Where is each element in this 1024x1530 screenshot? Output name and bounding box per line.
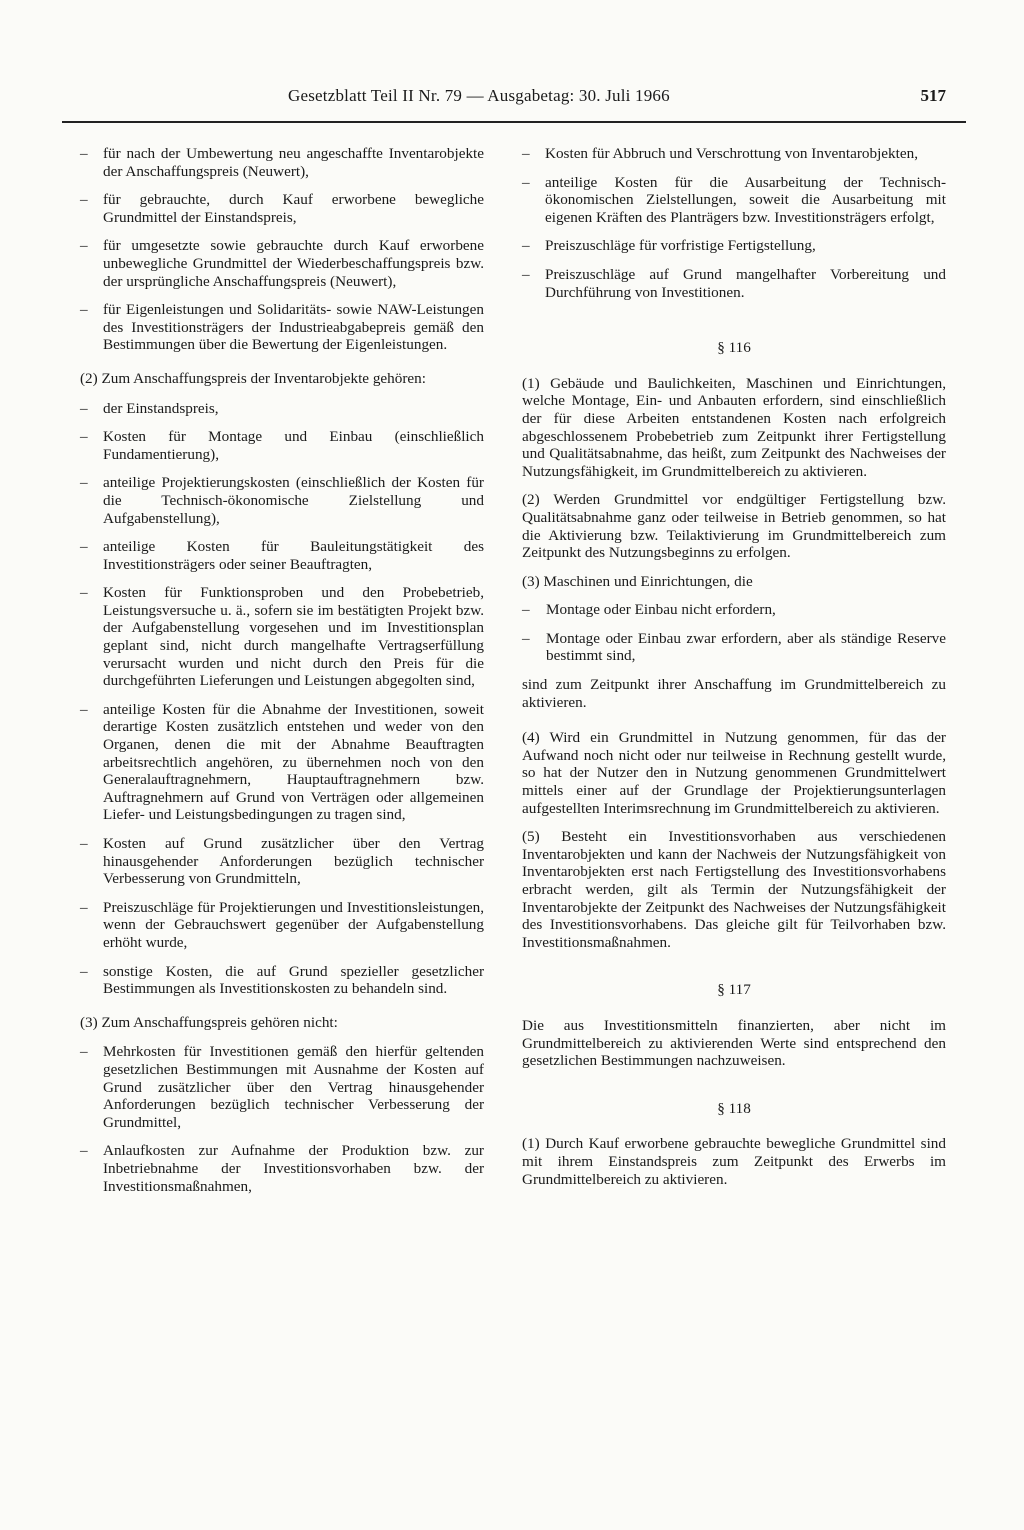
s118-paragraph-1: (1) Durch Kauf erworbene gebrauchte bewegliche Grundmittel sind mit ihrem Einstandspreis zum Zeitpunkt des Erwerbs im Grundmittelbereich zu aktivieren. (522, 1135, 946, 1188)
paragraph-2: (2) Zum Anschaffungspreis der Inventarobjekte gehören: (80, 369, 426, 387)
list-item: – Anlaufkosten zur Aufnahme der Produktion bzw. zur Inbetriebnahme der Investitionsvorhaben bzw. der Investitionsmaßnahmen, (80, 1142, 484, 1195)
list-item: – für umgesetzte sowie gebrauchte durch Kauf erworbene unbewegliche Grundmittel der Wiederbeschaffungspreis bzw. der ursprüngliche Anschaffungspreis (Neuwert), (80, 237, 484, 290)
list-item: – für Eigenleistungen und Solidaritäts- sowie NAW-Leistungen des Investitionsträgers der Industrieabgabepreis gemäß den Bestimmungen über die Bewertung der Eigenleistungen. (80, 301, 484, 354)
paragraph-3: (3) Zum Anschaffungspreis gehören nicht: (80, 1013, 338, 1031)
list-item: – Kosten auf Grund zusätzlicher über den Vertrag hinausgehender Anforderungen bezüglich technischer Verbesserung von Grundmitteln, (80, 835, 484, 888)
list-item: – Preiszuschläge für Projektierungen und Investitionsleistungen, wenn der Gebrauchswert gegenüber der Aufgabenstellung erhöht wurde, (80, 898, 484, 951)
s116-paragraph-1: (1) Gebäude und Baulichkeiten, Maschinen und Einrichtungen, welche Montage, Ein- und Anbauten erfordern, sind einschließlich der für diese Arbeiten entstandenen Kosten nach erfolgreich abgeschlossenem Probebetrieb zum Zeitpunkt ihrer Fertigstellung und Qualitätsabnahme, das heißt, zum Zeitpunkt des Nachweises der Nutzungsfähigkeit, im Grundmittelbereich zu aktivieren. (522, 374, 946, 480)
gazette-title: Gesetzblatt Teil II Nr. 79 — Ausgabetag: 30. Juli 1966 (288, 86, 670, 105)
section-heading-117: § 117 (717, 981, 751, 999)
s116-paragraph-2: (2) Werden Grundmittel vor endgültiger Fertigstellung bzw. Qualitätsabnahme ganz oder teilweise in Betrieb genommen, so hat die Aktivierung bzw. Teilaktivierung im Grundmittelbereich zum Zeitpunkt des Nutzungsbeginns zu erfolgen. (522, 491, 946, 562)
list-item: – Preiszuschläge für vorfristige Fertigstellung, (522, 237, 816, 255)
list-item: – anteilige Kosten für Bauleitungstätigkeit des Investitionsträgers oder seiner Beauftragten, (80, 538, 484, 573)
s117-paragraph-1: Die aus Investitionsmitteln finanzierten, aber nicht im Grundmittelbereich zu aktivierenden Werte sind entsprechend den gesetzlichen Bestimmungen nachzuweisen. (522, 1016, 946, 1070)
s116-paragraph-3: (3) Maschinen und Einrichtungen, die (522, 572, 753, 590)
list-item: – für gebrauchte, durch Kauf erworbene bewegliche Grundmittel der Einstandspreis, (80, 191, 484, 226)
list-item: – Mehrkosten für Investitionen gemäß den hierfür geltenden gesetzlichen Bestimmungen mit Ausnahme der Kosten auf Grund zusätzlicher über den Vertrag hinausgehender Anforderungen bezüglich technischer Verbesserung der Grundmittel, (80, 1043, 484, 1131)
section-heading-116: § 116 (717, 339, 751, 357)
s116-paragraph-4: (4) Wird ein Grundmittel in Nutzung genommen, für das der Aufwand noch nicht oder nur teilweise in Rechnung gestellt wurde, so hat der Nutzer den in Nutzung genommenen Grundmittelwert mittels einer auf der Grundlage der Projektierungsunterlagen aufgestellten Interimsrechnung im Grundmittelbereich zu aktivieren. (522, 729, 946, 817)
list-item: – anteilige Projektierungskosten (einschließlich der Kosten für die Technisch-ökonomische Zielstellung und Aufgabenstellung), (80, 474, 484, 527)
page-number: 517 (920, 86, 946, 105)
list-item: – Montage oder Einbau nicht erfordern, (522, 601, 776, 619)
s116-paragraph-5: (5) Besteht ein Investitionsvorhaben aus verschiedenen Inventarobjekten und kann der Nachweis der Nutzungsfähigkeit von Inventarobjekten erst nach Fertigstellung des Investitionsvorhabens erbracht werden, gilt als Termin der Nutzungsfähigkeit der Inventarobjekte der Zeitpunkt des Nachweises der Nutzungsfähigkeit des Investitionsvorhabens. Das gleiche gilt für Teilvorhaben bzw. Investitionsmaßnahmen. (522, 828, 946, 951)
list-item: – anteilige Kosten für die Ausarbeitung der Technisch-ökonomischen Zielstellungen, soweit die Ausarbeitung mit eigenen Kräften des Planträgers bzw. Investitionsträgers erfolgt, (522, 173, 946, 226)
left-column (80, 145, 484, 1206)
right-column (522, 145, 946, 1199)
list-item: – Kosten für Funktionsproben und den Probebetrieb, Leistungsversuche u. ä., sofern sie im bestätigten Projekt bzw. der Aufgabenstellung vorgesehen und im Investitionsplan geplant sind, nicht durch mangelhafte Vertragserfüllung verursacht wurden und nicht durch den Preis für die durchgeführten Lieferungen und Leistungen abgegolten sind, (80, 584, 484, 690)
list-item: – sonstige Kosten, die auf Grund spezieller gesetzlicher Bestimmungen als Investitionskosten zu behandeln sind. (80, 962, 484, 998)
s116-paragraph-3-tail: sind zum Zeitpunkt ihrer Anschaffung im Grundmittelbereich zu aktivieren. (522, 676, 946, 711)
list-item: – anteilige Kosten für die Abnahme der Investitionen, soweit derartige Kosten zusätzlich entstehen und weder von den Organen, denen die mit der Abnahme Beauftragten arbeitsrechtlich angehören, zu übernehmen noch von den Generalauftragnehmern, Hauptauftragnehmern bzw. Auftragnehmern auf Grund von Verträgen oder allgemeinen Liefer- und Leistungsbedingungen zu tragen sind, (80, 700, 484, 824)
list-item: – Kosten für Montage und Einbau (einschließlich Fundamentierung), (80, 428, 484, 463)
header-rule (62, 121, 966, 123)
list-item: – der Einstandspreis, (80, 399, 219, 417)
page-header (62, 86, 946, 110)
section-heading-118: § 118 (717, 1099, 751, 1117)
list-item: – Montage oder Einbau zwar erfordern, aber als ständige Reserve bestimmt sind, (522, 629, 946, 665)
list-item: – Kosten für Abbruch und Verschrottung von Inventarobjekten, (522, 145, 918, 162)
list-item: – für nach der Umbewertung neu angeschaffte Inventarobjekte der Anschaffungspreis (Neuwert), (80, 145, 484, 180)
list-item: – Preiszuschläge auf Grund mangelhafter Vorbereitung und Durchführung von Investitionen. (522, 265, 946, 301)
